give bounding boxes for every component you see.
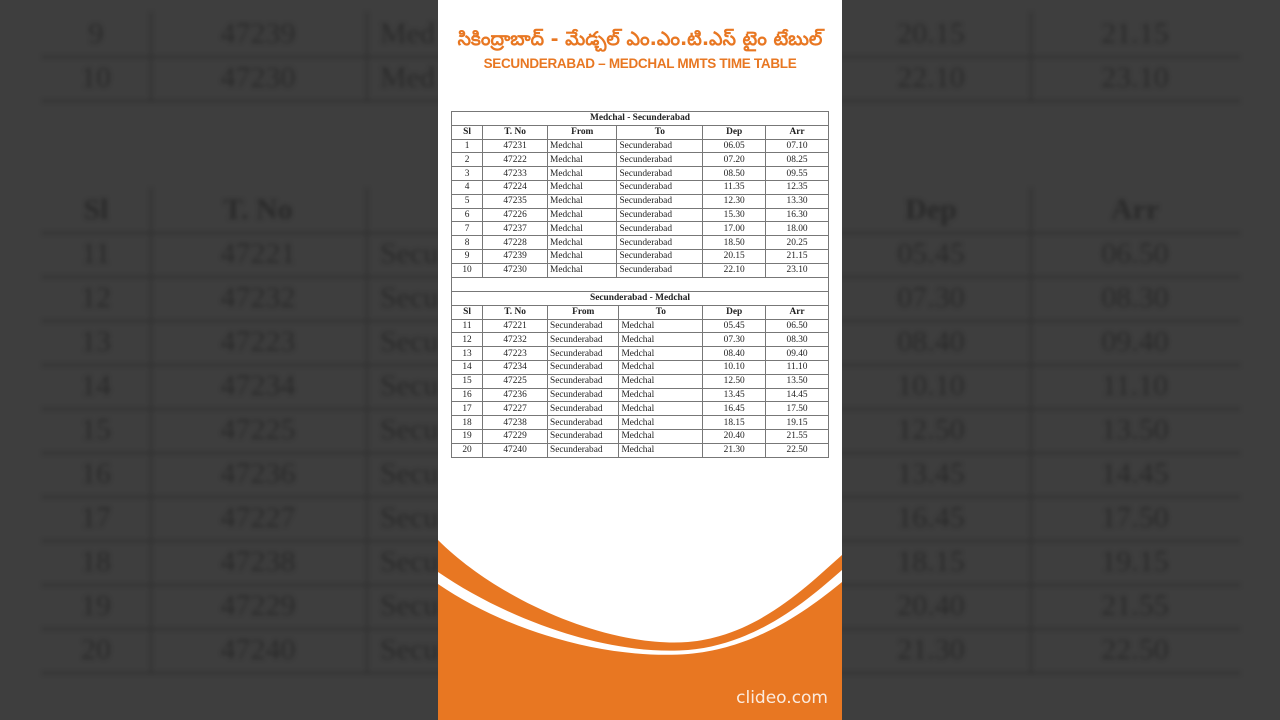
background-cell: Dep [905,193,957,226]
background-cell: 10 [81,61,111,94]
table-cell: 47236 [483,388,548,402]
table-cell: Secunderabad [617,153,703,167]
column-header: From [548,305,619,319]
background-cell: Sl [83,193,109,226]
table-caption: Medchal - Secunderabad [452,112,829,126]
background-cell: T. No [223,193,293,226]
table-row [452,402,829,416]
table-cell: Medchal [619,388,703,402]
background-cell: 09.40 [1101,325,1169,358]
table-row [452,388,829,402]
table-cell: 47229 [483,429,548,443]
background-cell: 19.15 [1101,545,1169,578]
table-cell: 12.30 [703,194,766,208]
background-cell: 12 [81,281,111,314]
table-cell: 09.40 [766,347,829,361]
background-cell: Secu [380,457,439,490]
background-cell: Med [380,61,435,94]
column-header: Dep [703,305,766,319]
table-cell: Secunderabad [617,139,703,153]
table-cell: 47227 [483,402,548,416]
background-cell: 10.10 [897,369,965,402]
table-cell: 4 [452,180,483,194]
background-cell: 47234 [220,369,296,402]
table-cell: 08.25 [766,153,829,167]
table-row [452,194,829,208]
table-cell: Secunderabad [617,194,703,208]
background-cell: 14 [81,369,111,402]
table-cell: 47228 [483,236,548,250]
table-cell: 1 [452,139,483,153]
table-cell: 12.35 [766,180,829,194]
table-cell: 17.50 [766,402,829,416]
background-cell: Secu [380,545,439,578]
table-cell: Secunderabad [548,402,619,416]
table-cell: 47239 [483,249,548,263]
table-cell: 21.55 [766,429,829,443]
table-cell: 8 [452,236,483,250]
table-row [452,249,829,263]
table-cell: Medchal [548,139,617,153]
table-cell: Medchal [619,347,703,361]
table-cell: 18 [452,416,483,430]
table-row [452,374,829,388]
table-cell: 15 [452,374,483,388]
background-cell: 05.45 [897,237,965,270]
table-cell: Medchal [548,236,617,250]
background-cell: 20.40 [897,589,965,622]
background-cell: 11.10 [1101,369,1169,402]
background-cell: Secu [380,589,439,622]
table-cell: 7 [452,222,483,236]
background-cell: Secu [380,633,439,666]
background-cell: Secu [380,237,439,270]
table-cell: 18.00 [766,222,829,236]
background-cell: 21.55 [1101,589,1169,622]
table-cell: 12.50 [703,374,766,388]
table-cell: 3 [452,167,483,181]
table-cell: 13.45 [703,388,766,402]
column-header: Sl [452,125,483,139]
table-cell: 08.30 [766,333,829,347]
table-cell: 47238 [483,416,548,430]
background-cell: 9 [88,17,104,50]
table-cell: Secunderabad [617,263,703,277]
background-cell: 47227 [220,501,296,534]
background-cell: 14.45 [1101,457,1169,490]
background-cell: 22.10 [897,61,965,94]
table-caption-row [452,112,829,126]
background-cell: Med [380,17,435,50]
column-header: To [617,125,703,139]
table-cell: 16.30 [766,208,829,222]
column-header: Sl [452,305,483,319]
table-cell: Secunderabad [548,416,619,430]
column-header: Arr [766,125,829,139]
background-cell: 20 [81,633,111,666]
clideo-watermark: clideo.com [736,688,828,708]
table-cell: Secunderabad [548,443,619,457]
table-cell: Secunderabad [617,222,703,236]
table-gap [451,278,829,291]
table-cell: Medchal [619,333,703,347]
table-row [452,416,829,430]
table-cell: 21.15 [766,249,829,263]
table-cell: Medchal [619,416,703,430]
table-row [452,360,829,374]
table-cell: 11 [452,319,483,333]
background-cell: 08.30 [1101,281,1169,314]
table-row [452,167,829,181]
table-cell: 47240 [483,443,548,457]
background-cell: 18 [81,545,111,578]
background-cell: 13 [81,325,111,358]
table-cell: 13.50 [766,374,829,388]
table-cell: 9 [452,249,483,263]
background-cell: 11 [81,237,111,270]
table-cell: Secunderabad [548,319,619,333]
table-row [452,443,829,457]
background-cell: 47230 [220,61,296,94]
table-cell: 47230 [483,263,548,277]
table-cell: Medchal [619,319,703,333]
background-cell: 47232 [220,281,296,314]
table-cell: Medchal [619,402,703,416]
table-cell: 06.50 [766,319,829,333]
table-cell: 14 [452,360,483,374]
table-cell: Secunderabad [548,388,619,402]
table-cell: 15.30 [703,208,766,222]
table-row [452,429,829,443]
background-cell: 06.50 [1101,237,1169,270]
table-cell: 08.40 [703,347,766,361]
table-cell: 20 [452,443,483,457]
table-cell: 07.30 [703,333,766,347]
table-row [452,139,829,153]
table-cell: 07.20 [703,153,766,167]
table-cell: 09.55 [766,167,829,181]
table-cell: 47221 [483,319,548,333]
table-row [452,333,829,347]
table-cell: Medchal [619,374,703,388]
column-header: Arr [766,305,829,319]
table-cell: 07.10 [766,139,829,153]
table-header-row [452,125,829,139]
table-cell: 10.10 [703,360,766,374]
table-cell: 13.30 [766,194,829,208]
column-header: T. No [483,305,548,319]
table-row [452,319,829,333]
background-cell: 21.30 [897,633,965,666]
table-cell: 06.05 [703,139,766,153]
english-title: SECUNDERABAD – MEDCHAL MMTS TIME TABLE [483,56,797,71]
table-cell: 11.10 [766,360,829,374]
background-cell: 47223 [220,325,296,358]
table-cell: 47231 [483,139,548,153]
table-cell: Secunderabad [548,347,619,361]
column-header: From [548,125,617,139]
table-cell: 47226 [483,208,548,222]
table-cell: 18.50 [703,236,766,250]
background-cell: 47239 [220,17,296,50]
background-cell: 21.15 [1101,17,1169,50]
telugu-title: సికింద్రాబాద్ - మేడ్చల్ ఎం.ఎం.టి.ఎస్ టైం టేబుల్ [457,28,823,50]
background-cell: 47225 [220,413,296,446]
table-cell: 2 [452,153,483,167]
table-row [452,153,829,167]
table-cell: Medchal [548,194,617,208]
table-cell: Medchal [548,153,617,167]
table-cell: Secunderabad [548,333,619,347]
table-caption-row [452,292,829,306]
table-cell: 19.15 [766,416,829,430]
table-cell: 05.45 [703,319,766,333]
table-cell: Secunderabad [617,167,703,181]
table-cell: 23.10 [766,263,829,277]
table-cell: 11.35 [703,180,766,194]
table-row [452,236,829,250]
background-cell: 16.45 [897,501,965,534]
background-cell: 07.30 [897,281,965,314]
table-row [452,263,829,277]
table-cell: 47232 [483,333,548,347]
background-cell: 12.50 [897,413,965,446]
table-cell: 5 [452,194,483,208]
table-cell: 47233 [483,167,548,181]
table-cell: 47235 [483,194,548,208]
table-cell: 20.25 [766,236,829,250]
table-cell: 13 [452,347,483,361]
table-cell: Medchal [619,443,703,457]
background-cell: 20.15 [897,17,965,50]
secunderabad-to-medchal-table [451,291,829,458]
background-cell: 47238 [220,545,296,578]
background-cell: 19 [81,589,111,622]
table-cell: Secunderabad [617,249,703,263]
table-cell: 19 [452,429,483,443]
table-cell: Medchal [619,429,703,443]
background-cell: 17 [81,501,111,534]
table-cell: Medchal [548,249,617,263]
table-cell: 16.45 [703,402,766,416]
timetable-panel [438,0,842,720]
table-cell: 14.45 [766,388,829,402]
background-cell: 08.40 [897,325,965,358]
table-cell: 47222 [483,153,548,167]
column-header: T. No [483,125,548,139]
table-cell: 47224 [483,180,548,194]
background-cell: Secu [380,501,439,534]
table-cell: 20.15 [703,249,766,263]
table-row [452,347,829,361]
table-cell: Medchal [548,167,617,181]
background-cell: 13.50 [1101,413,1169,446]
background-cell: Secu [380,413,439,446]
background-cell: Arr [1110,193,1160,226]
background-cell: Secu [380,369,439,402]
table-cell: Medchal [548,263,617,277]
background-cell: 47240 [220,633,296,666]
table-cell: 47223 [483,347,548,361]
table-cell: Medchal [548,222,617,236]
table-cell: 18.15 [703,416,766,430]
background-cell: 47221 [220,237,296,270]
table-cell: Medchal [548,180,617,194]
table-row [452,222,829,236]
table-cell: Secunderabad [548,360,619,374]
table-row [452,180,829,194]
background-cell: 18.15 [897,545,965,578]
medchal-to-secunderabad-table [451,111,829,278]
background-cell: 22.50 [1101,633,1169,666]
background-cell: 47229 [220,589,296,622]
table-cell: Secunderabad [617,236,703,250]
table-cell: 47225 [483,374,548,388]
table-cell: 12 [452,333,483,347]
table-cell: 08.50 [703,167,766,181]
table-cell: 21.30 [703,443,766,457]
table-cell: 17 [452,402,483,416]
table-cell: 47237 [483,222,548,236]
background-cell: 13.45 [897,457,965,490]
table-cell: 22.10 [703,263,766,277]
table-cell: 10 [452,263,483,277]
background-cell: 47236 [220,457,296,490]
table-cell: 17.00 [703,222,766,236]
table-cell: Secunderabad [617,180,703,194]
background-cell: 17.50 [1101,501,1169,534]
table-caption: Secunderabad - Medchal [452,292,829,306]
table-row [452,208,829,222]
table-header-row [452,305,829,319]
table-cell: 47234 [483,360,548,374]
table-cell: Medchal [548,208,617,222]
table-cell: 16 [452,388,483,402]
table-cell: Secunderabad [548,429,619,443]
column-header: Dep [703,125,766,139]
table-cell: 20.40 [703,429,766,443]
background-cell: Secu [380,325,439,358]
table-cell: Secunderabad [617,208,703,222]
table-cell: 6 [452,208,483,222]
background-cell: 15 [81,413,111,446]
column-header: To [619,305,703,319]
background-cell: 23.10 [1101,61,1169,94]
background-cell: Secu [380,281,439,314]
table-cell: Medchal [619,360,703,374]
table-cell: 22.50 [766,443,829,457]
background-cell: 16 [81,457,111,490]
table-cell: Secunderabad [548,374,619,388]
